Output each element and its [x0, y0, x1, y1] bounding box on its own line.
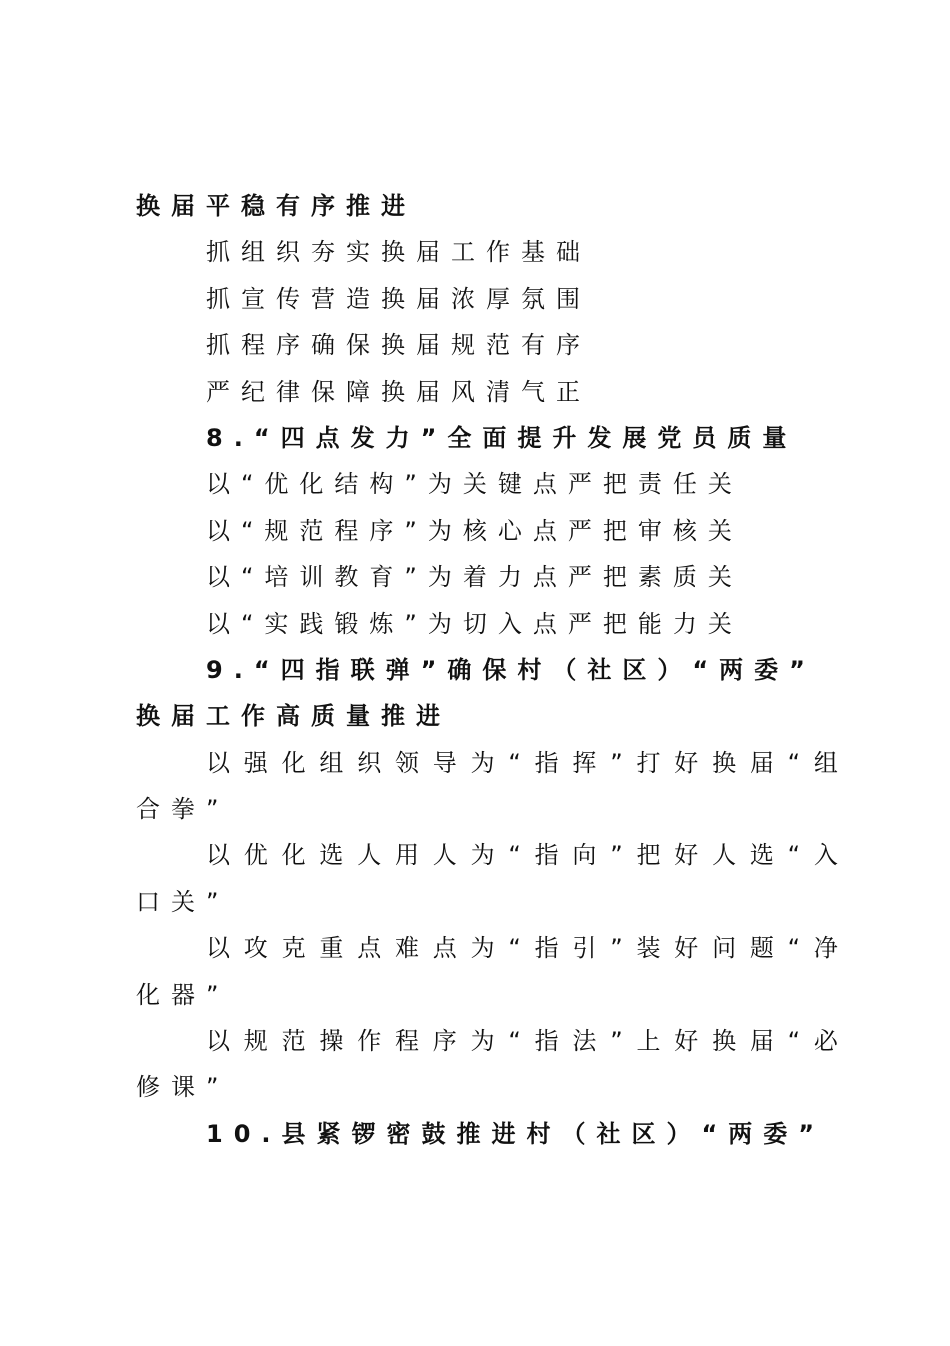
section-heading-10: 10.县紧锣密鼓推进村（社区）“两委” — [206, 1119, 826, 1148]
section-heading-9-continued: 换届工作高质量推进 — [136, 702, 451, 731]
text-line-continued: 修课” — [136, 1073, 230, 1102]
section-heading-9: 9.“四指联弹”确保村（社区）“两委” — [206, 655, 816, 684]
text-line-continued: 口关” — [136, 887, 230, 916]
text-line-continued: 化器” — [136, 980, 230, 1009]
text-line: 抓程序确保换届规范有序 — [206, 331, 591, 360]
text-line: 以“培训教育”为着力点严把素质关 — [206, 563, 743, 592]
text-line: 以规范操作程序为“指法”上好换届“必 — [206, 1027, 852, 1056]
text-line: 以“规范程序”为核心点严把审核关 — [206, 516, 743, 545]
document-body — [136, 183, 852, 1157]
text-line: 以强化组织领导为“指挥”打好换届“组 — [206, 748, 852, 777]
text-line: 抓组织夯实换届工作基础 — [206, 238, 591, 267]
text-line: 以攻克重点难点为“指引”装好问题“净 — [206, 934, 852, 963]
text-line: 以“优化结构”为关键点严把责任关 — [206, 470, 743, 499]
text-line-continued: 合拳” — [136, 795, 230, 824]
text-line: 以“实践锻炼”为切入点严把能力关 — [206, 609, 743, 638]
text-line: 以优化选人用人为“指向”把好人选“入 — [206, 841, 852, 870]
text-line: 严纪律保障换届风清气正 — [206, 377, 591, 406]
section-heading-8: 8.“四点发力”全面提升发展党员质量 — [206, 423, 798, 452]
text-line: 抓宣传营造换届浓厚氛围 — [206, 284, 591, 313]
text-line: 换届平稳有序推进 — [136, 192, 416, 220]
